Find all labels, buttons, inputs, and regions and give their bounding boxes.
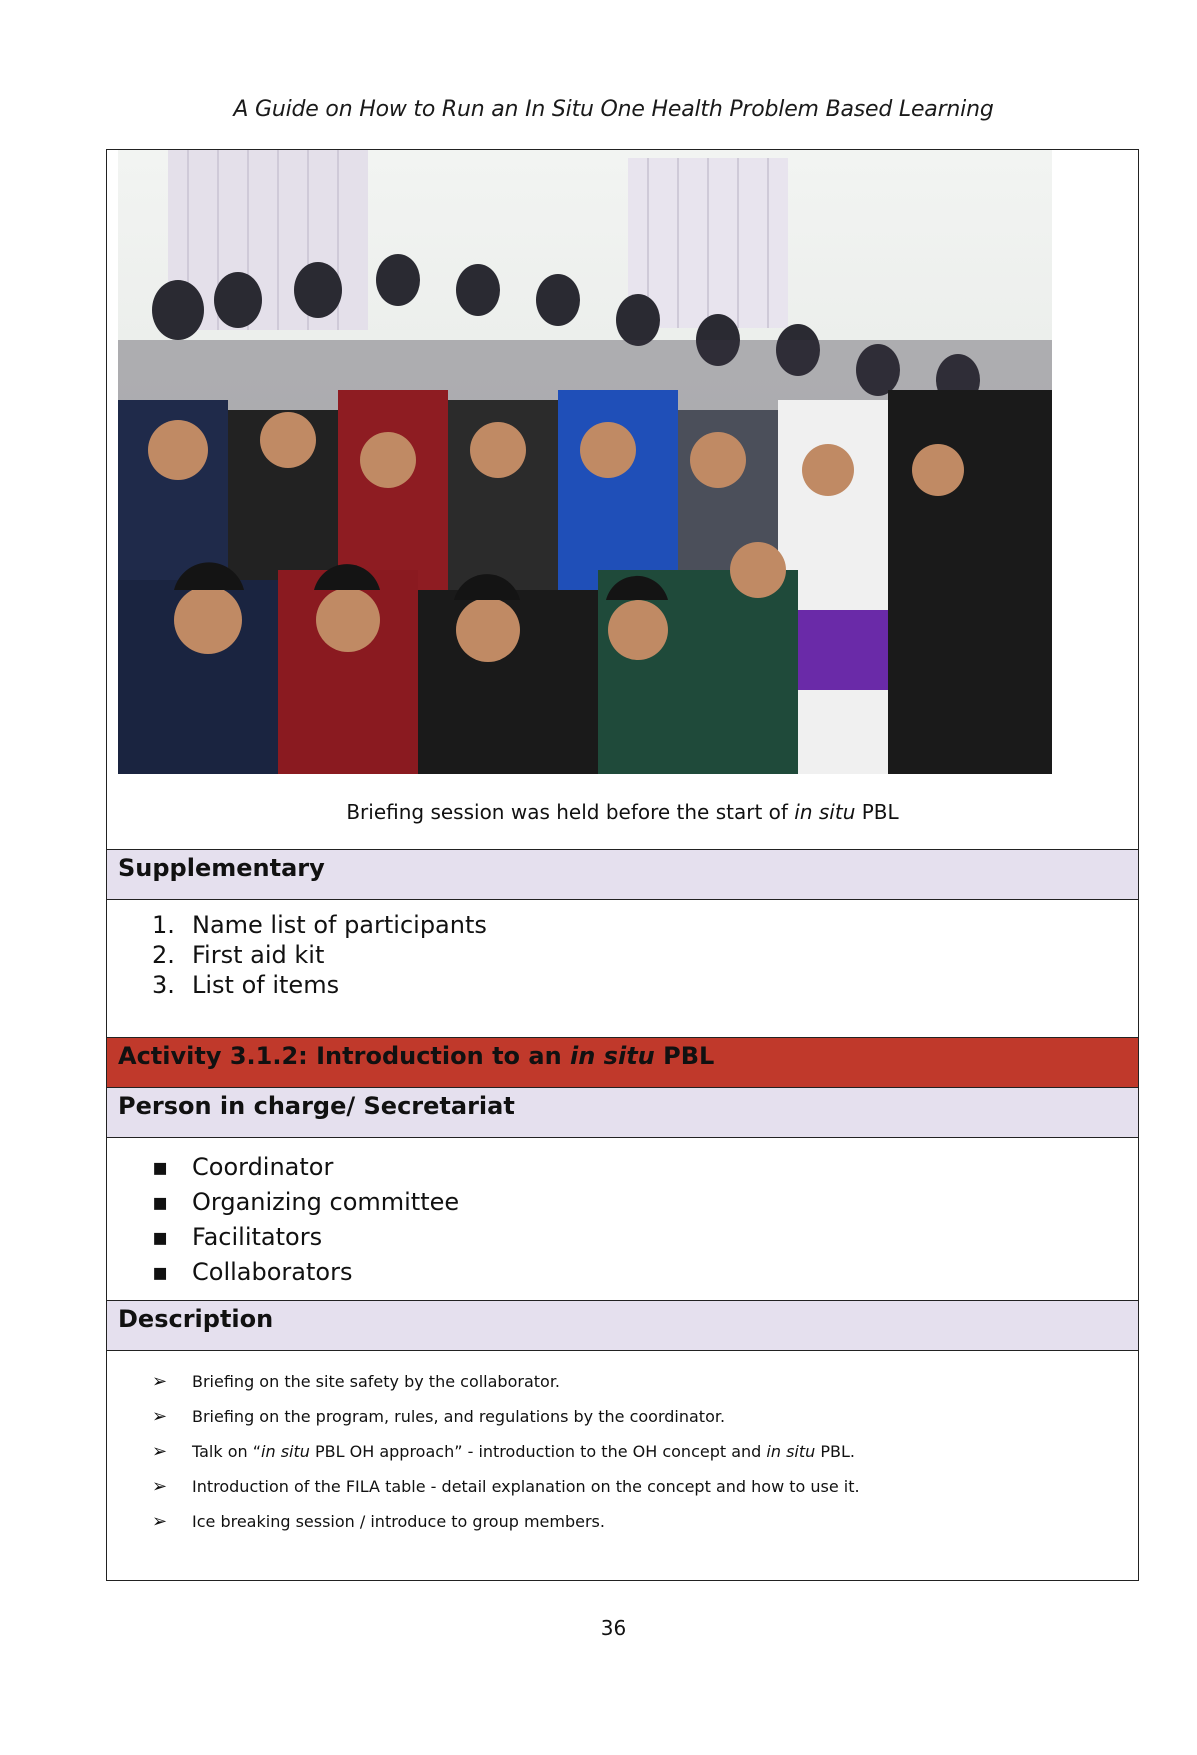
- list-item-text: Briefing on the site safety by the collaborator.: [192, 1372, 561, 1391]
- list-item: [107, 1150, 1138, 1185]
- square-bullet-icon: ▪: [152, 1258, 169, 1286]
- list-number: 2.: [152, 941, 175, 969]
- list-item-text: Briefing on the program, rules, and regulations by the coordinator.: [192, 1407, 726, 1426]
- list-item-text: in situ: [261, 1442, 310, 1461]
- list-item-text: PBL OH approach” - introduction to the OH concept and: [309, 1442, 767, 1461]
- caption-text: Briefing session was held before the start of: [346, 800, 795, 824]
- supplementary-list: [107, 910, 1138, 1000]
- list-item-text: Name list of participants: [192, 911, 487, 939]
- list-item: [107, 1364, 1138, 1399]
- list-item: [107, 1255, 1138, 1290]
- square-bullet-icon: ▪: [152, 1223, 169, 1251]
- photo-caption: [107, 800, 1138, 824]
- list-item-text: in situ: [766, 1442, 816, 1461]
- description-list: [107, 1364, 1138, 1539]
- supplementary-list-cell: [107, 900, 1138, 1038]
- arrow-bullet-icon: ➢: [152, 1406, 168, 1427]
- list-item: [107, 1185, 1138, 1220]
- arrow-bullet-icon: ➢: [152, 1371, 168, 1392]
- list-item: [107, 1469, 1138, 1504]
- running-header: A Guide on How to Run an In Situ One Health Problem Based Learning: [233, 97, 994, 122]
- page-number: 36: [600, 1616, 627, 1640]
- list-item: [107, 970, 1138, 1000]
- list-item-text: First aid kit: [192, 941, 325, 969]
- list-item-text: Talk on “: [192, 1442, 262, 1461]
- description-heading: Description: [107, 1301, 1138, 1351]
- arrow-bullet-icon: ➢: [152, 1476, 168, 1497]
- list-item: [107, 1434, 1138, 1469]
- supplementary-heading: Supplementary: [107, 850, 1138, 900]
- person-in-charge-heading: Person in charge/ Secretariat: [107, 1088, 1138, 1138]
- arrow-bullet-icon: ➢: [152, 1511, 168, 1532]
- list-number: 3.: [152, 971, 175, 999]
- list-item-text: List of items: [192, 971, 340, 999]
- caption-suffix: PBL: [855, 800, 899, 824]
- list-item-text: Facilitators: [192, 1223, 323, 1251]
- list-item-text: Coordinator: [192, 1153, 334, 1181]
- list-item: [107, 1399, 1138, 1434]
- activity-heading-text: Activity 3.1.2: Introduction to an: [118, 1042, 571, 1070]
- list-item: [107, 1504, 1138, 1539]
- arrow-bullet-icon: ➢: [152, 1441, 168, 1462]
- activity-heading-suffix: PBL: [654, 1042, 715, 1070]
- square-bullet-icon: ▪: [152, 1153, 169, 1181]
- list-item: [107, 910, 1138, 940]
- person-in-charge-list-cell: [107, 1138, 1138, 1301]
- description-list-cell: [107, 1351, 1138, 1580]
- list-item-text: Ice breaking session / introduce to group members.: [192, 1512, 605, 1531]
- activity-heading: [107, 1038, 1138, 1088]
- list-item-text: Introduction of the FILA table - detail explanation on the concept and how to use it.: [192, 1477, 860, 1496]
- list-item: [107, 940, 1138, 970]
- list-item-text: Organizing committee: [192, 1188, 460, 1216]
- activity-table: [106, 149, 1139, 1581]
- photo-cell: [107, 150, 1138, 850]
- list-item-text: Collaborators: [192, 1258, 353, 1286]
- list-number: 1.: [152, 911, 175, 939]
- person-in-charge-list: [107, 1150, 1138, 1290]
- list-item: [107, 1220, 1138, 1255]
- briefing-session-photo: [118, 150, 1052, 774]
- square-bullet-icon: ▪: [152, 1188, 169, 1216]
- caption-italic: in situ: [794, 800, 856, 824]
- activity-heading-italic: in situ: [570, 1042, 655, 1070]
- list-item-text: PBL.: [815, 1442, 856, 1461]
